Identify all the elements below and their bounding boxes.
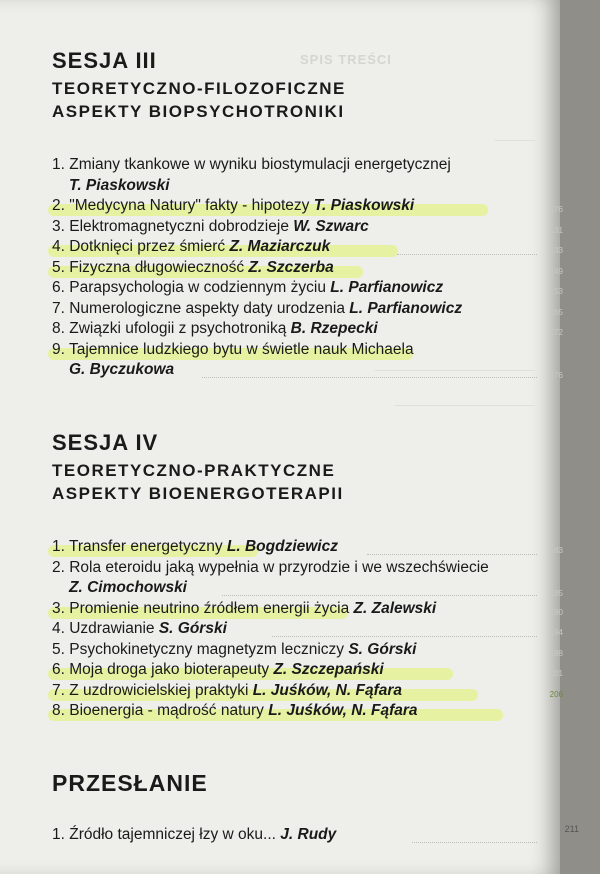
toc-item[interactable] <box>52 537 563 558</box>
session-subtitle-line2: ASPEKTY BIOENERGOTERAPII <box>52 484 344 503</box>
toc-item[interactable] <box>52 155 557 196</box>
toc-item-author: G. Byczukowa <box>69 361 175 378</box>
page-number: 185 <box>549 588 563 598</box>
page-number: 211 <box>564 824 579 834</box>
toc-item[interactable] <box>52 196 563 217</box>
page-number: 176 <box>549 205 563 214</box>
page-number: 183 <box>549 546 563 555</box>
page-number: 131 <box>549 225 563 235</box>
leader-dots <box>397 253 537 255</box>
page-number: 149 <box>549 266 563 276</box>
session-title: SESJA III <box>52 48 157 73</box>
page-number: 198 <box>549 648 563 658</box>
page-number: 190 <box>549 607 563 617</box>
toc-item-author: L. Parfianowicz <box>349 299 463 317</box>
toc-item-author: T. Piaskowski <box>69 176 170 194</box>
toc-item[interactable] <box>52 619 563 640</box>
session-4 <box>52 430 563 722</box>
toc-item[interactable] <box>52 640 563 661</box>
toc-item-author: L. Bogdziewicz <box>226 538 338 555</box>
toc-item[interactable] <box>52 701 557 722</box>
toc-item[interactable] <box>52 340 563 381</box>
toc-item[interactable] <box>52 237 563 258</box>
toc-item[interactable] <box>52 258 563 279</box>
toc-item-author: Z. Maziarczuk <box>229 238 331 255</box>
toc-item-title: 7. Numerologiczne aspekty daty urodzenia <box>52 299 350 317</box>
toc-item-author: B. Rzepecki <box>290 320 378 337</box>
closing-items <box>52 824 579 846</box>
show-through-heading: SPIS TREŚCI <box>300 52 392 67</box>
toc-item[interactable] <box>52 824 579 846</box>
toc-item-author: Z. Szczerba <box>248 258 334 276</box>
session-4-items <box>52 537 563 722</box>
session-3 <box>52 48 563 381</box>
toc-item-author: Z. Cimochowski <box>69 579 187 596</box>
page-number: 165 <box>549 307 563 317</box>
page-number: 206 <box>549 689 563 699</box>
toc-item-title: 1. Transfer energetyczny <box>52 538 227 555</box>
toc-item-title: 2. Rola eteroidu jaką wypełnia w przyrodzie i we wszechświecie <box>52 558 489 576</box>
closing-title: PRZESŁANIE <box>52 770 208 796</box>
leader-dots <box>412 841 537 843</box>
page-number: 133 <box>549 246 563 255</box>
toc-item-title: 8. Związki ufologii z psychotroniką <box>52 320 291 337</box>
session-subtitle-line2: ASPEKTY BIOPSYCHOTRONIKI <box>52 102 345 121</box>
toc-item-title: 5. Fizyczna długowieczność <box>52 258 249 276</box>
toc-item-title: 8. Bioenergia - mądrość natury <box>52 702 269 719</box>
toc-item-title: 6. Parapsychologia w codziennym życiu <box>52 279 331 296</box>
page-number: 172 <box>549 328 563 337</box>
toc-item-title: 1. Źródło tajemniczej łzy w oku... <box>52 826 281 843</box>
page-number: 153 <box>549 287 563 296</box>
toc-item-author: Z. Szczepański <box>273 661 384 678</box>
toc-item[interactable] <box>52 217 563 238</box>
session-title: SESJA IV <box>52 430 159 455</box>
closing-section <box>52 770 579 846</box>
toc-item-author: L. Juśków, N. Fąfara <box>252 681 403 699</box>
session-3-items <box>52 155 563 381</box>
toc-item[interactable] <box>52 558 563 599</box>
toc-item-title: 3. Elektromagnetyczni dobrodzieje <box>52 217 294 235</box>
page-number: 176 <box>549 370 563 380</box>
toc-item-title: 4. Dotknięci przez śmierć <box>52 238 230 255</box>
toc-item-author: T. Piaskowski <box>313 197 415 214</box>
toc-item[interactable] <box>52 599 563 620</box>
toc-item[interactable] <box>52 660 563 681</box>
toc-item-title: 1. Zmiany tkankowe w wyniku biostymulacji energetycznej <box>52 156 451 173</box>
toc-item-author: S. Górski <box>348 640 417 658</box>
toc-item-author: W. Szwarc <box>293 217 369 235</box>
session-subtitle-line1: TEORETYCZNO-FILOZOFICZNE <box>52 79 346 98</box>
toc-item-title: 7. Z uzdrowicielskiej praktyki <box>52 681 253 699</box>
page-number: 194 <box>549 628 563 637</box>
show-through-line <box>395 405 535 406</box>
toc-item-author: L. Juśków, N. Fąfara <box>268 702 418 719</box>
toc-item-title: 4. Uzdrawianie <box>52 620 159 637</box>
toc-item-title: 3. Promienie neutrino źródłem energii życia <box>52 599 354 617</box>
toc-item[interactable] <box>52 319 563 340</box>
toc-item-title: 9. Tajemnice ludzkiego bytu w świetle nauk Michaela <box>52 340 414 358</box>
session-subtitle-line1: TEORETYCZNO-PRAKTYCZNE <box>52 461 336 480</box>
toc-item[interactable] <box>52 681 563 702</box>
toc-item-title: 2. "Medycyna Natury" fakty - hipotezy <box>52 197 314 214</box>
toc-item-author: L. Parfianowicz <box>330 279 444 296</box>
toc-item[interactable] <box>52 278 563 299</box>
leader-dots <box>367 553 537 555</box>
toc-item-author: S. Górski <box>158 620 227 637</box>
toc-item-title: 6. Moja droga jako bioterapeuty <box>52 661 274 678</box>
toc-item[interactable] <box>52 299 563 320</box>
page-number: 201 <box>549 669 563 678</box>
toc-item-author: J. Rudy <box>280 826 337 843</box>
toc-item-title: 5. Psychokinetyczny magnetyzm leczniczy <box>52 640 349 658</box>
leader-dots <box>272 635 537 637</box>
toc-item-author: Z. Zalewski <box>353 599 437 617</box>
